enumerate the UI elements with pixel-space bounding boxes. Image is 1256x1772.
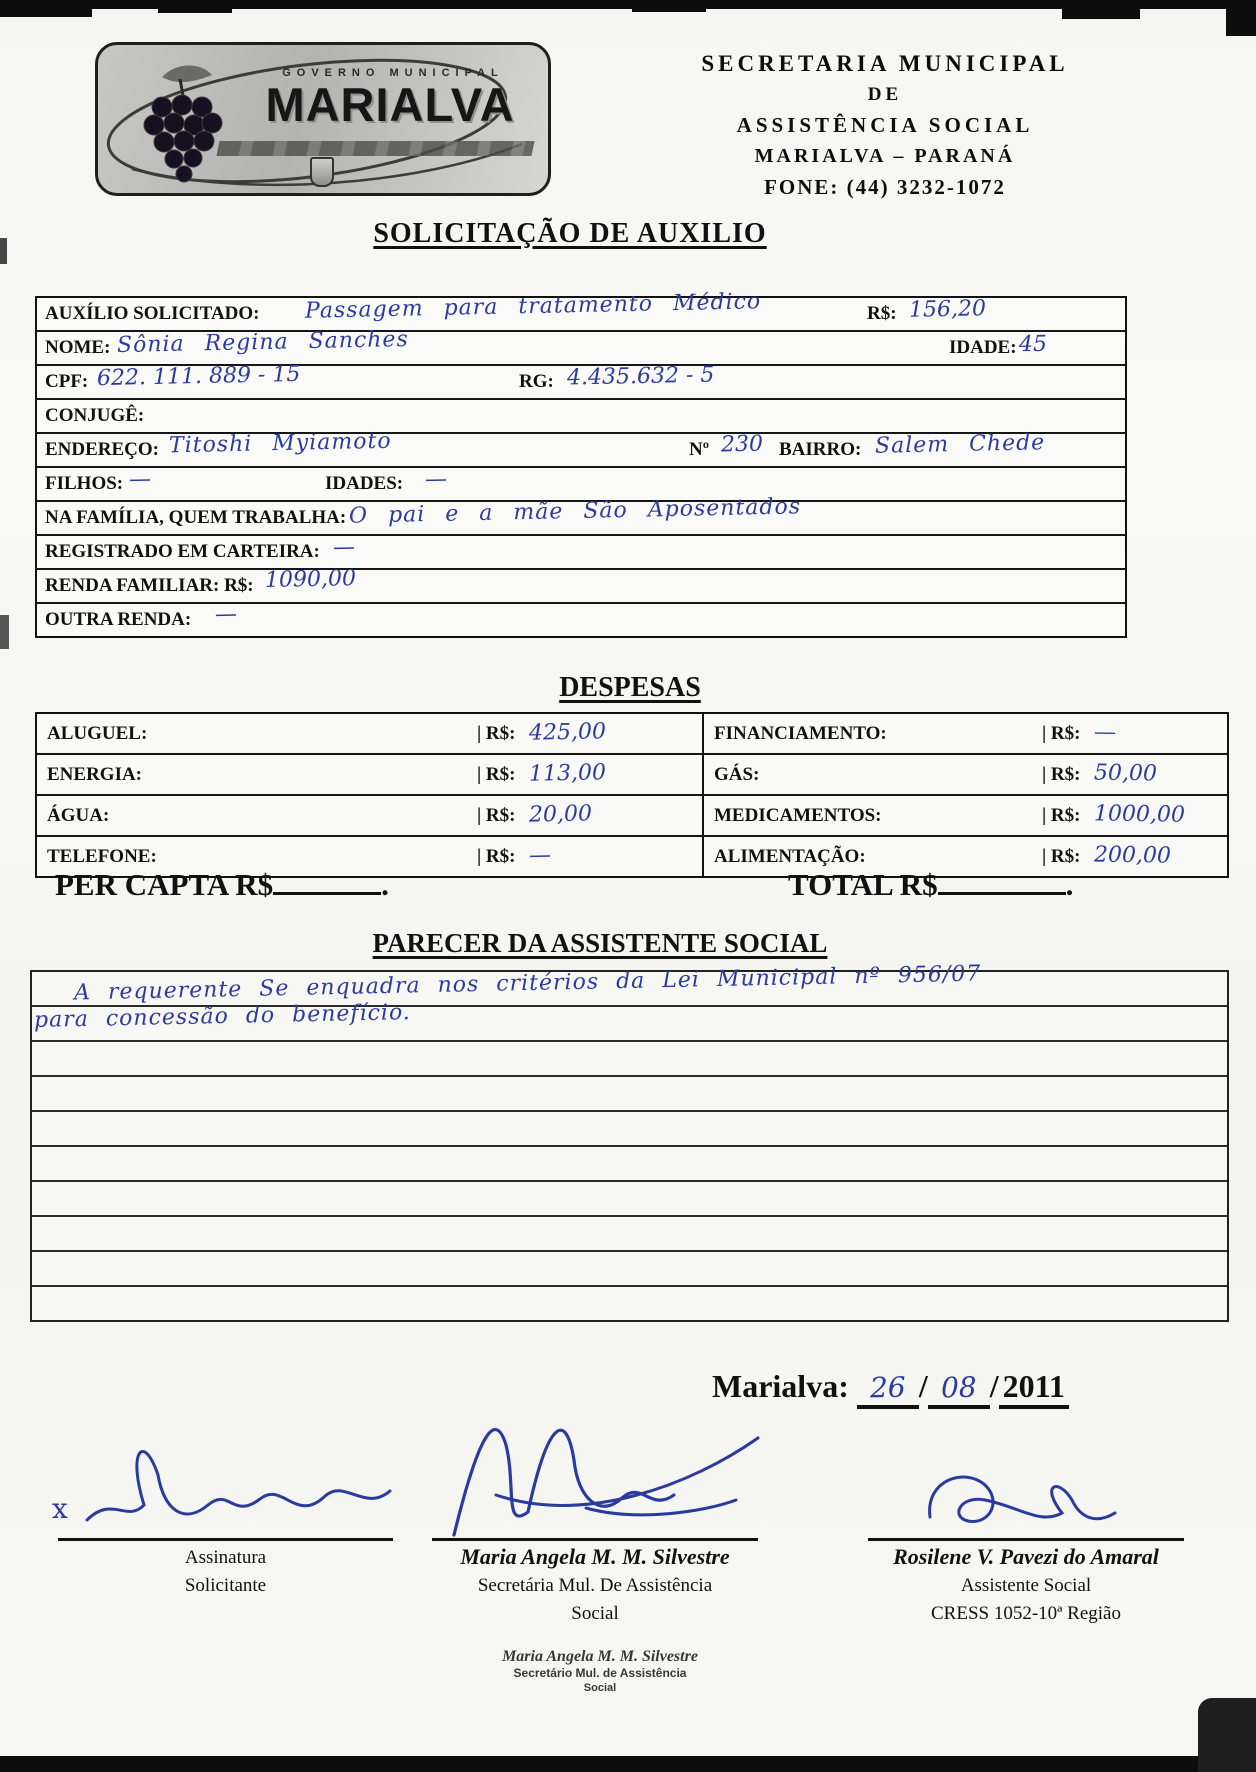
stamp-title: Secretário Mul. de Assistência [513,1666,687,1680]
row-cpf-rg [37,361,1125,400]
scan-artifact [1226,0,1256,36]
row-trabalha [37,494,1125,536]
org-phone: FONE: (44) 3232-1072 [764,175,1006,199]
parecer-line [32,1042,1227,1077]
trabalha-value: O pai e a mãe São Aposentados [348,494,802,529]
rs-label: | R$: [1042,805,1081,826]
expense-label: GÁS: [714,764,760,785]
idades-value: — [424,466,448,493]
caption-line: Assinatura [184,1547,267,1568]
date-sep: / [918,1368,928,1404]
auxilio-rs-value: 156,20 [908,296,987,323]
carteira-value: — [332,534,356,561]
expense-value: — [1094,719,1117,746]
parecer-box [30,961,1229,1322]
signature-caption-3 [848,1542,1204,1628]
signature-line [432,1538,758,1541]
parecer-line [32,1252,1227,1287]
per-capta-label: PER CAPTA R$ . [55,867,389,902]
scan-artifact [412,0,530,9]
marialva-logo [95,42,551,196]
scan-artifact [1198,1698,1256,1772]
expense-label: ENERGIA: [47,764,143,785]
rs-label: | R$: [477,805,516,826]
numero-value: 230 [720,431,764,458]
renda-value: 1090,00 [264,566,357,593]
city-crest-icon [310,157,334,187]
applicant-info-table [35,289,1127,638]
idades-label: IDADES: [325,473,404,494]
parecer-line [32,1077,1227,1112]
expense-label: ALUGUEL: [47,723,148,744]
cpf-value: 622. 111. 889 - 15 [96,361,301,392]
signature-x-mark: x [52,1492,68,1525]
signer-name: Maria Angela M. M. Silvestre [460,1544,730,1569]
total-label: TOTAL R$ . [788,867,1074,902]
row-endereco [37,428,1125,468]
stamp-title2: Social [583,1682,617,1694]
renda-label: RENDA FAMILIAR: R$: [45,575,254,596]
numero-label: Nº [689,439,709,460]
signature-caption-2 [415,1542,775,1628]
row-nome [37,326,1125,366]
date-month: 08 [940,1370,977,1405]
rg-value: 4.435.632 - 5 [566,362,715,391]
rs-label: | R$: [477,764,516,785]
rs-label: | R$: [1042,846,1081,867]
auxilio-value: Passagem para tratamento Médico [304,289,762,324]
org-line: DE [867,84,903,105]
nome-value: Sônia Regina Sanches [116,326,410,359]
bairro-value: Salem Chede [874,430,1046,459]
parecer-text-line2: para concessão do benefício. [33,1000,412,1033]
expense-row [37,796,1227,837]
expenses-table [35,712,1229,878]
date-day: 26 [869,1370,906,1405]
signature-line [58,1538,393,1541]
row-renda [37,566,1125,604]
idade-value: 45 [1018,331,1048,358]
expense-value: 200,00 [1094,842,1172,869]
signer-name: Rosilene V. Pavezi do Amaral [893,1544,1159,1569]
org-line: ASSISTÊNCIA SOCIAL [736,113,1034,137]
org-line: SECRETARIA MUNICIPAL [701,51,1069,76]
expense-value: 20,00 [529,801,593,828]
scan-artifact [0,1756,1256,1772]
expense-label: FINANCIAMENTO: [714,723,887,744]
expense-label: ÁGUA: [47,805,110,826]
auxilio-label: AUXÍLIO SOLICITADO: [45,303,260,324]
date-year: 2011 [999,1368,1069,1409]
org-header [585,48,1185,203]
rg-label: RG: [519,371,554,392]
page-title: SOLICITAÇÃO DE AUXILIO [373,218,767,249]
despesas-title: DESPESAS [559,672,701,703]
parecer-line [32,1147,1227,1182]
expense-row [37,755,1227,796]
trabalha-label: NA FAMÍLIA, QUEM TRABALHA: [45,507,347,528]
expense-value: 113,00 [529,760,607,787]
bairro-label: BAIRRO: [779,439,862,460]
scan-artifact [0,615,9,649]
conjuge-label: CONJUGÊ: [45,405,145,426]
date-city-label: Marialva: [712,1368,849,1404]
caption-line: Solicitante [184,1575,267,1596]
scan-artifact [632,0,706,12]
stamp-name: Maria Angela M. M. Silvestre [502,1648,698,1665]
parecer-line [32,1287,1227,1320]
outra-renda-value: — [214,601,238,628]
caption-line: Assistente Social [960,1575,1092,1596]
carteira-label: REGISTRADO EM CARTEIRA: [45,541,320,562]
expense-row [37,714,1227,755]
rs-label: | R$: [1042,764,1081,785]
logo-government-text: GOVERNO MUNICIPAL [282,67,504,79]
expense-label: ALIMENTAÇÃO: [714,846,866,867]
parecer-text-line1: A requerente Se enquadra nos critérios da Lei Municipal nº 956/07 [73,961,982,1006]
parecer-line [32,1112,1227,1147]
expense-value: 50,00 [1094,760,1158,787]
filhos-value: — [128,466,152,493]
filhos-label: FILHOS: [45,473,124,494]
auxilio-rs-label: R$: [867,303,897,324]
signature-solicitante [72,1425,402,1540]
expense-value: 425,00 [529,719,607,746]
scan-artifact [158,0,232,13]
signature-line [868,1538,1184,1541]
idade-label: IDADE: [949,337,1017,358]
secretary-stamp [420,1648,780,1695]
caption-line: Secretária Mul. De Assistência [477,1575,713,1596]
row-conjuge [37,400,1125,434]
scan-artifact [0,0,92,17]
rs-label: | R$: [1042,723,1081,744]
endereco-label: ENDEREÇO: [45,439,160,460]
nome-label: NOME: [45,337,111,358]
signature-secretaria [436,1400,766,1540]
row-carteira [37,536,1125,570]
parecer-line [32,1182,1227,1217]
scan-artifact [1062,0,1140,19]
expense-value: 1000,00 [1094,801,1186,828]
parecer-line [32,1000,1227,1042]
rs-label: | R$: [477,846,516,867]
endereco-value: Titoshi Myiamoto [168,428,392,459]
logo-city-name: MARIALVA [265,78,515,131]
expense-label: MEDICAMENTOS: [714,805,882,826]
outra-renda-label: OUTRA RENDA: [45,609,192,630]
caption-line: CRESS 1052-10ª Região [931,1603,1121,1624]
parecer-line [32,1217,1227,1252]
row-auxilio [37,289,1125,332]
per-capta-blank [273,866,381,895]
scan-artifact [882,0,1010,8]
total-blank [938,866,1066,895]
signature-assistente [890,1455,1170,1540]
rs-label: | R$: [477,723,516,744]
logo-banner [216,141,534,156]
signature-caption-1 [58,1544,393,1600]
expense-label: TELEFONE: [47,846,157,867]
parecer-title: PARECER DA ASSISTENTE SOCIAL [372,928,828,958]
expense-value: — [529,842,552,869]
row-outra-renda [37,601,1125,636]
date-sep: / [989,1368,999,1404]
caption-line: Social [571,1603,619,1624]
cpf-label: CPF: [45,371,89,392]
org-line: MARIALVA – PARANÁ [754,145,1016,167]
